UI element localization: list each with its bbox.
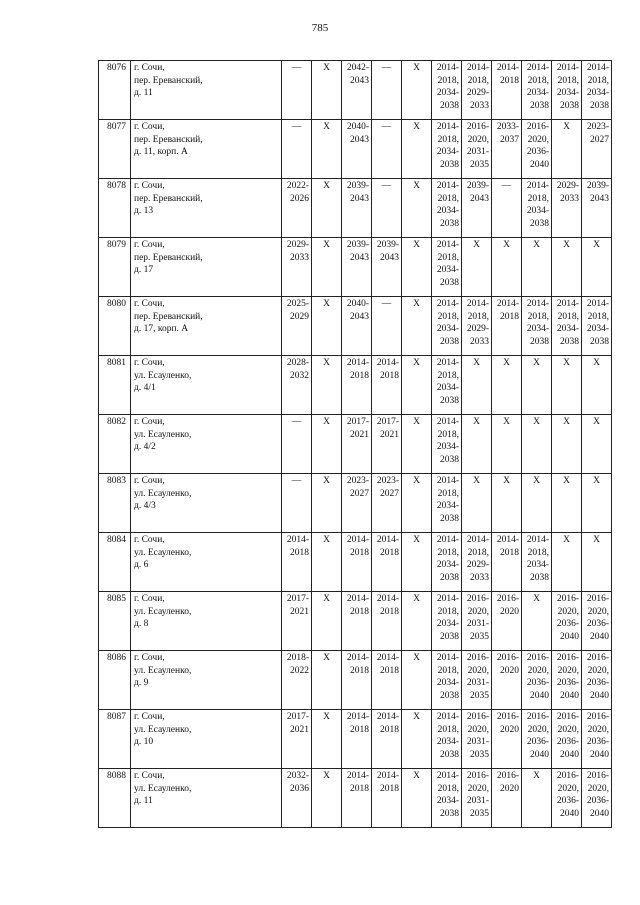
period-cell: 2017- 2021 [282, 710, 312, 769]
period-cell: 2016- 2020, 2036- 2040 [552, 710, 582, 769]
period-cell: X [492, 415, 522, 474]
period-cell: X [312, 415, 342, 474]
row-number: 8078 [99, 179, 131, 238]
table-row [99, 356, 612, 415]
period-cell: 2016- 2020, 2031- 2035 [462, 120, 492, 179]
period-cell: 2016- 2020, 2031- 2035 [462, 592, 492, 651]
period-cell: — [372, 120, 402, 179]
address-cell: г. Сочи, пер. Ереванский, д. 11, корп. А [131, 120, 282, 179]
period-cell: 2016- 2020 [492, 651, 522, 710]
period-cell: X [552, 238, 582, 297]
period-cell: 2039- 2043 [342, 179, 372, 238]
period-cell: 2016- 2020, 2036- 2040 [552, 769, 582, 828]
period-cell: 2014- 2018, 2034- 2038 [432, 179, 462, 238]
period-cell: 2040- 2043 [342, 297, 372, 356]
period-cell: 2014- 2018, 2029- 2033 [462, 297, 492, 356]
period-cell: X [402, 592, 432, 651]
address-cell: г. Сочи, ул. Есауленко, д. 4/1 [131, 356, 282, 415]
period-cell: X [462, 238, 492, 297]
page-number: 785 [311, 22, 329, 34]
period-cell: X [312, 120, 342, 179]
period-cell: X [492, 474, 522, 533]
period-cell: 2023- 2027 [582, 120, 612, 179]
period-cell: 2014- 2018 [492, 297, 522, 356]
period-cell: 2016- 2020, 2031- 2035 [462, 710, 492, 769]
period-cell: X [312, 592, 342, 651]
period-cell: X [312, 61, 342, 120]
period-cell: 2016- 2020, 2036- 2040 [582, 710, 612, 769]
period-cell: 2014- 2018, 2034- 2038 [432, 651, 462, 710]
table-row [99, 61, 612, 120]
period-cell: 2023- 2027 [372, 474, 402, 533]
period-cell: 2014- 2018 [372, 651, 402, 710]
period-cell: X [402, 415, 432, 474]
table-row [99, 238, 612, 297]
period-cell: 2040- 2043 [342, 120, 372, 179]
period-cell: 2014- 2018, 2034- 2038 [432, 592, 462, 651]
period-cell: X [522, 238, 552, 297]
period-cell: — [282, 61, 312, 120]
address-cell: г. Сочи, ул. Есауленко, д. 4/3 [131, 474, 282, 533]
period-cell: X [522, 415, 552, 474]
period-cell: 2014- 2018 [342, 769, 372, 828]
period-cell: X [402, 297, 432, 356]
period-cell: X [462, 415, 492, 474]
address-cell: г. Сочи, ул. Есауленко, д. 9 [131, 651, 282, 710]
period-cell: X [522, 592, 552, 651]
table-row [99, 415, 612, 474]
period-cell: 2022- 2026 [282, 179, 312, 238]
period-cell: 2014- 2018, 2034- 2038 [432, 415, 462, 474]
period-cell: 2014- 2018 [342, 356, 372, 415]
row-number: 8086 [99, 651, 131, 710]
period-cell: X [552, 120, 582, 179]
address-cell: г. Сочи, ул. Есауленко, д. 11 [131, 769, 282, 828]
period-cell: 2016- 2020, 2036- 2040 [522, 710, 552, 769]
period-cell: 2023- 2027 [342, 474, 372, 533]
period-cell: 2033- 2037 [492, 120, 522, 179]
address-cell: г. Сочи, пер. Ереванский, д. 17 [131, 238, 282, 297]
period-cell: — [372, 61, 402, 120]
period-cell: 2016- 2020, 2036- 2040 [582, 592, 612, 651]
period-cell: 2014- 2018, 2034- 2038 [432, 120, 462, 179]
address-cell: г. Сочи, пер. Ереванский, д. 11 [131, 61, 282, 120]
period-cell: X [552, 474, 582, 533]
period-cell: X [582, 238, 612, 297]
address-cell: г. Сочи, ул. Есауленко, д. 6 [131, 533, 282, 592]
row-number: 8076 [99, 61, 131, 120]
period-cell: X [402, 710, 432, 769]
period-cell: X [552, 415, 582, 474]
period-cell: 2014- 2018, 2034- 2038 [582, 61, 612, 120]
period-cell: 2016- 2020, 2036- 2040 [552, 592, 582, 651]
period-cell: 2039- 2043 [462, 179, 492, 238]
period-cell: X [582, 474, 612, 533]
period-cell: 2016- 2020 [492, 592, 522, 651]
period-cell: 2039- 2043 [372, 238, 402, 297]
row-number: 8084 [99, 533, 131, 592]
row-number: 8088 [99, 769, 131, 828]
table-row [99, 474, 612, 533]
period-cell: 2014- 2018, 2034- 2038 [432, 61, 462, 120]
period-cell: X [522, 769, 552, 828]
period-cell: 2014- 2018, 2034- 2038 [522, 297, 552, 356]
table-row [99, 769, 612, 828]
period-cell: 2014- 2018, 2029- 2033 [462, 61, 492, 120]
period-cell: 2014- 2018 [372, 769, 402, 828]
period-cell: X [582, 356, 612, 415]
period-cell: 2014- 2018, 2034- 2038 [552, 297, 582, 356]
period-cell: X [492, 238, 522, 297]
period-cell: X [402, 179, 432, 238]
period-cell: X [402, 769, 432, 828]
period-cell: 2032- 2036 [282, 769, 312, 828]
period-cell: 2016- 2020, 2031- 2035 [462, 769, 492, 828]
period-cell: X [312, 651, 342, 710]
period-cell: 2018- 2022 [282, 651, 312, 710]
period-cell: 2016- 2020, 2036- 2040 [522, 120, 552, 179]
period-cell: — [282, 120, 312, 179]
period-cell: X [312, 533, 342, 592]
row-number: 8082 [99, 415, 131, 474]
period-cell: X [312, 179, 342, 238]
period-cell: 2029- 2033 [552, 179, 582, 238]
period-cell: — [492, 179, 522, 238]
period-cell: 2014- 2018, 2034- 2038 [552, 61, 582, 120]
table-row [99, 533, 612, 592]
period-cell: 2017- 2021 [342, 415, 372, 474]
period-cell: 2016- 2020 [492, 710, 522, 769]
period-cell: X [312, 356, 342, 415]
period-cell: X [462, 356, 492, 415]
period-cell: — [372, 297, 402, 356]
period-cell: 2014- 2018, 2029- 2033 [462, 533, 492, 592]
period-cell: X [312, 710, 342, 769]
period-cell: X [402, 61, 432, 120]
table-row [99, 592, 612, 651]
period-cell: 2014- 2018, 2034- 2038 [582, 297, 612, 356]
table-row [99, 120, 612, 179]
period-cell: 2016- 2020, 2036- 2040 [552, 651, 582, 710]
address-cell: г. Сочи, пер. Ереванский, д. 13 [131, 179, 282, 238]
period-cell: 2025- 2029 [282, 297, 312, 356]
period-cell: 2016- 2020, 2036- 2040 [582, 769, 612, 828]
row-number: 8077 [99, 120, 131, 179]
period-cell: X [552, 356, 582, 415]
address-cell: г. Сочи, ул. Есауленко, д. 10 [131, 710, 282, 769]
period-cell: 2039- 2043 [582, 179, 612, 238]
period-cell: X [522, 356, 552, 415]
period-cell: 2016- 2020, 2036- 2040 [522, 651, 552, 710]
period-cell: 2039- 2043 [342, 238, 372, 297]
table-row [99, 651, 612, 710]
period-cell: 2016- 2020, 2031- 2035 [462, 651, 492, 710]
period-cell: 2014- 2018, 2034- 2038 [432, 356, 462, 415]
period-cell: X [312, 238, 342, 297]
address-cell: г. Сочи, ул. Есауленко, д. 8 [131, 592, 282, 651]
row-number: 8079 [99, 238, 131, 297]
period-cell: X [402, 533, 432, 592]
period-cell: X [582, 415, 612, 474]
period-cell: 2014- 2018, 2034- 2038 [432, 533, 462, 592]
period-cell: X [522, 474, 552, 533]
period-cell: 2014- 2018, 2034- 2038 [432, 238, 462, 297]
period-cell: 2016- 2020 [492, 769, 522, 828]
period-cell: 2029- 2033 [282, 238, 312, 297]
period-cell: 2014- 2018, 2034- 2038 [432, 297, 462, 356]
period-cell: X [312, 474, 342, 533]
period-cell: 2017- 2021 [372, 415, 402, 474]
address-cell: г. Сочи, ул. Есауленко, д. 4/2 [131, 415, 282, 474]
table-row [99, 297, 612, 356]
period-cell: 2014- 2018 [372, 710, 402, 769]
period-cell: 2014- 2018 [372, 533, 402, 592]
period-cell: — [282, 415, 312, 474]
row-number: 8081 [99, 356, 131, 415]
period-cell: 2014- 2018, 2034- 2038 [522, 61, 552, 120]
period-cell: 2042- 2043 [342, 61, 372, 120]
period-cell: — [282, 474, 312, 533]
period-cell: X [462, 474, 492, 533]
period-cell: 2017- 2021 [282, 592, 312, 651]
period-cell: 2014- 2018 [342, 651, 372, 710]
period-cell: X [402, 238, 432, 297]
works-schedule-table [98, 60, 612, 828]
period-cell: 2014- 2018 [492, 61, 522, 120]
period-cell: 2014- 2018, 2034- 2038 [432, 710, 462, 769]
period-cell: 2014- 2018, 2034- 2038 [522, 179, 552, 238]
row-number: 8083 [99, 474, 131, 533]
period-cell: 2014- 2018 [342, 533, 372, 592]
row-number: 8087 [99, 710, 131, 769]
period-cell: X [552, 533, 582, 592]
period-cell: X [402, 474, 432, 533]
table-row [99, 179, 612, 238]
period-cell: — [372, 179, 402, 238]
period-cell: X [312, 297, 342, 356]
period-cell: 2014- 2018, 2034- 2038 [432, 769, 462, 828]
row-number: 8085 [99, 592, 131, 651]
period-cell: 2014- 2018 [342, 592, 372, 651]
row-number: 8080 [99, 297, 131, 356]
period-cell: 2014- 2018, 2034- 2038 [522, 533, 552, 592]
period-cell: X [402, 120, 432, 179]
period-cell: 2014- 2018, 2034- 2038 [432, 474, 462, 533]
period-cell: X [582, 533, 612, 592]
period-cell: 2014- 2018 [492, 533, 522, 592]
table-row [99, 710, 612, 769]
period-cell: 2028- 2032 [282, 356, 312, 415]
period-cell: 2014- 2018 [342, 710, 372, 769]
period-cell: 2014- 2018 [372, 356, 402, 415]
period-cell: 2016- 2020, 2036- 2040 [582, 651, 612, 710]
period-cell: X [402, 356, 432, 415]
period-cell: X [492, 356, 522, 415]
address-cell: г. Сочи, пер. Ереванский, д. 17, корп. А [131, 297, 282, 356]
period-cell: 2014- 2018 [282, 533, 312, 592]
period-cell: X [312, 769, 342, 828]
period-cell: X [402, 651, 432, 710]
period-cell: 2014- 2018 [372, 592, 402, 651]
